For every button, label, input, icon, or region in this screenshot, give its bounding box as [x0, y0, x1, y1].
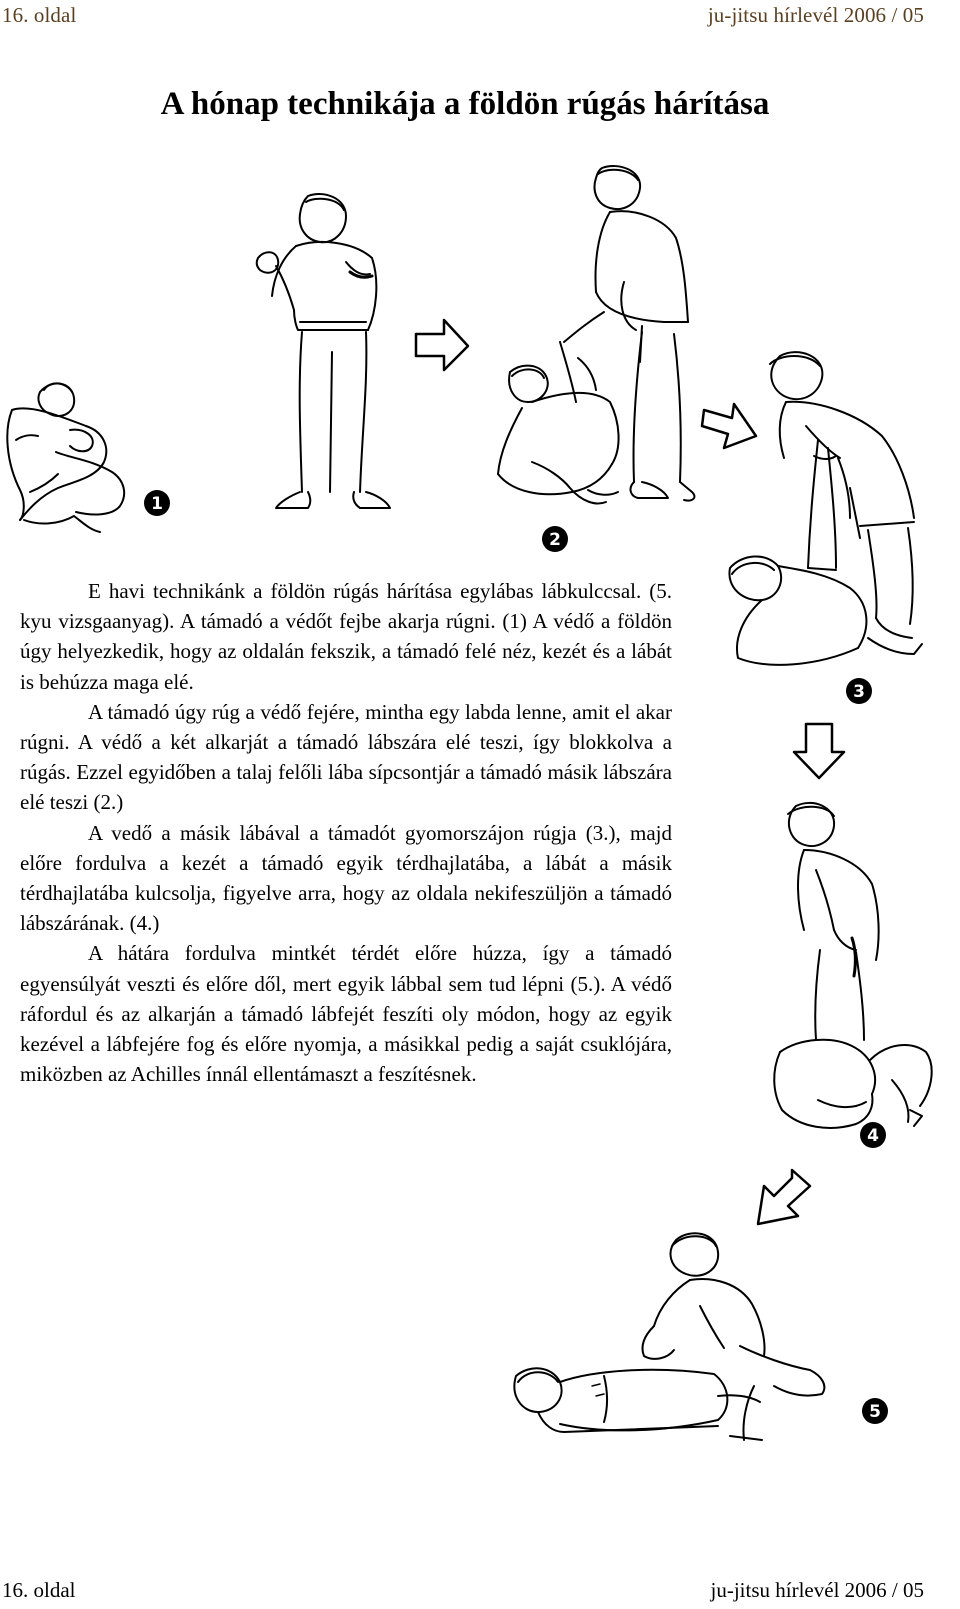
header-publication: ju-jitsu hírlevél 2006 / 05	[707, 3, 924, 27]
svg-text:4: 4	[867, 1126, 879, 1146]
figure-step-2	[492, 162, 702, 512]
article-body	[20, 576, 672, 1089]
figure-step-1	[0, 370, 140, 540]
step-2-badge	[540, 524, 570, 554]
footer-page-number: 16. oldal	[2, 1578, 76, 1602]
page-title: A hónap technikája a földön rúgás hárítása	[160, 86, 770, 122]
paragraph-4: A hátára fordulva mintkét térdét előre húzza, így a támadó egyensúlyát veszti és előre dől, mert egyik lábbal sem tud lépni (5.). A védő ráfordul és az alkarján a támadó lábfejét feszíti oly módon, hogy az egyik kezével a lábfejére fog és előre nyomja, a másikkal pedig a saját csuklójára, miközben az Achilles ínnál ellentámaszt a feszítésnek.	[20, 941, 672, 1087]
svg-text:1: 1	[151, 494, 163, 514]
paragraph-1: E havi technikánk a földön rúgás hárítása egylábas lábkulccsal. (5. kyu vizsgaanyag). A támadó a védőt fejbe akarja rúgni. (1) A védő a földön úgy helyezkedik, hogy az oldalán fekszik, a támadó felé néz, kezét és a lábát is behúzza maga elé.	[20, 579, 672, 694]
step-5-badge	[860, 1396, 890, 1426]
header-page-number: 16. oldal	[2, 3, 77, 27]
arrow-down-icon	[792, 722, 846, 780]
svg-text:5: 5	[869, 1402, 881, 1422]
step-1-badge	[142, 488, 172, 518]
figure-step-1-attacker	[250, 192, 400, 522]
footer-publication: ju-jitsu hírlevél 2006 / 05	[710, 1578, 924, 1602]
figure-step-4	[760, 800, 940, 1140]
step-4-badge	[858, 1120, 888, 1150]
step-3-badge	[844, 676, 874, 706]
svg-text:3: 3	[853, 682, 865, 702]
svg-text:2: 2	[549, 530, 561, 550]
paragraph-3: A vedő a másik lábával a támadót gyomorszájon rúgja (3.), majd előre fordulva a kezét a támadó egyik térdhajlatába, a lábát a másik térdhajlatába kulcsolja, figyelve arra, hogy az oldala nekifeszüljön a támadó lábszárának. (4.)	[20, 820, 672, 936]
arrow-right-icon	[414, 318, 470, 372]
figure-step-3	[718, 348, 938, 678]
arrow-diagonal-down-icon	[752, 1168, 814, 1228]
figure-step-5	[504, 1226, 874, 1456]
paragraph-2: A támadó úgy rúg a védő fejére, mintha egy labda lenne, amit el akar rúgni. A védő a két alkarját a támadó lábszára elé teszi, így blokkolva a rúgás. Ezzel egyidőben a talaj felőli lába sípcsontjár a támadó másik lábszára elé teszi (2.)	[20, 699, 672, 815]
